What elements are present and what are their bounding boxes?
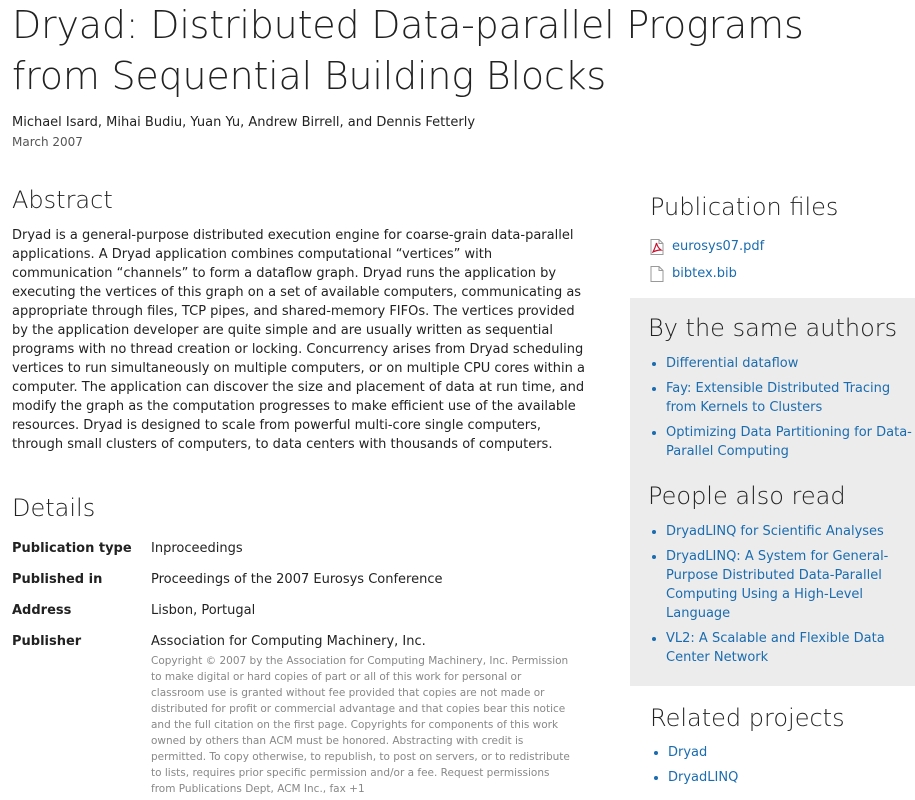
also-read-list	[648, 522, 915, 673]
file-link-pdf[interactable]: eurosys07.pdf	[672, 239, 765, 254]
list-item	[666, 522, 915, 541]
document-file-icon	[650, 266, 664, 282]
also-read-link[interactable]: DryadLINQ: A System for General-Purpose Distributed Data-Parallel Computing Using a High-Level Language	[666, 549, 889, 621]
also-read-link[interactable]: VL2: A Scalable and Flexible Data Center Network	[666, 631, 885, 665]
list-item	[666, 629, 915, 667]
same-authors-link[interactable]: Differential dataflow	[666, 356, 799, 371]
detail-row-publisher	[12, 632, 587, 797]
publication-files-list	[650, 233, 764, 287]
list-item	[666, 354, 915, 373]
related-projects-list	[650, 743, 738, 793]
also-read-heading: People also read	[648, 482, 846, 510]
same-authors-link[interactable]: Optimizing Data Partitioning for Data-Parallel Computing	[666, 425, 912, 459]
detail-label: Publisher	[12, 634, 82, 649]
pdf-file-icon	[650, 239, 664, 255]
details-table	[12, 539, 587, 800]
related-project-link[interactable]: DryadLINQ	[668, 770, 739, 785]
detail-value	[151, 632, 587, 797]
authors-line: Michael Isard, Mihai Budiu, Yuan Yu, Andrew Birrell, and Dennis Fetterly	[12, 115, 476, 130]
detail-value: Inproceedings	[151, 541, 243, 556]
detail-row-published-in	[12, 570, 587, 589]
list-item	[666, 547, 915, 623]
list-item	[668, 743, 738, 762]
abstract-heading: Abstract	[12, 186, 113, 214]
same-authors-list	[648, 354, 915, 467]
same-authors-link[interactable]: Fay: Extensible Distributed Tracing from Kernels to Clusters	[666, 381, 891, 415]
publisher-name: Association for Computing Machinery, Inc.	[151, 634, 426, 649]
details-heading: Details	[12, 494, 96, 522]
same-authors-heading: By the same authors	[648, 314, 898, 342]
detail-label: Published in	[12, 572, 103, 587]
detail-label: Address	[12, 603, 72, 618]
detail-value: Proceedings of the 2007 Eurosys Conference	[151, 572, 443, 587]
detail-value: Lisbon, Portugal	[151, 603, 256, 618]
file-item-pdf	[650, 233, 764, 260]
related-project-link[interactable]: Dryad	[668, 745, 708, 760]
also-read-link[interactable]: DryadLINQ for Scientific Analyses	[666, 524, 884, 539]
copyright-notice: Copyright © 2007 by the Association for Computing Machinery, Inc. Permission to make digital or hard copies of part or all of this work for personal or classroom use is granted without fee provided that copies are not made or distributed for profit or commercial advantage and that copies bear this notice and the full citation on the first page. Copyrights for components of this work owned by others than ACM must be honored. Abstracting with credit is permitted. To copy otherwise, to republish, to post on servers, or to redistribute to lists, requires prior specific permission and/or a fee. Request permissions from Publications Dept, ACM Inc., fax +1	[151, 655, 570, 795]
list-item	[666, 423, 915, 461]
page-title: Dryad: Distributed Data-parallel Programs from Sequential Building Blocks	[12, 3, 804, 98]
detail-row-publication-type	[12, 539, 587, 558]
list-item	[668, 768, 738, 787]
detail-label: Publication type	[12, 541, 132, 556]
file-link-bib[interactable]: bibtex.bib	[672, 266, 737, 281]
publication-date: March 2007	[12, 135, 83, 149]
related-projects-heading: Related projects	[650, 704, 845, 732]
file-item-bib	[650, 260, 764, 287]
abstract-text: Dryad is a general-purpose distributed execution engine for coarse-grain data-parallel applications. A Dryad application combines computational “vertices” with communication “channels” to form a dataflow graph. Dryad runs the application by executing the vertices of this graph on a set of available computers, communicating as appropriate through files, TCP pipes, and shared-memory FIFOs. The vertices provided by the application developer are quite simple and are usually written as sequential programs with no thread creation or locking. Concurrency arises from Dryad scheduling vertices to run simultaneously on multiple computers, or on multiple CPU cores within a computer. The application can discover the size and placement of data at run time, and modify the graph as the computation progresses to make efficient use of the available resources. Dryad is designed to scale from powerful multi-core single computers, through small clusters of computers, to data centers with thousands of computers.	[12, 228, 585, 452]
list-item	[666, 379, 915, 417]
detail-row-address	[12, 601, 587, 620]
publication-files-heading: Publication files	[650, 193, 839, 221]
